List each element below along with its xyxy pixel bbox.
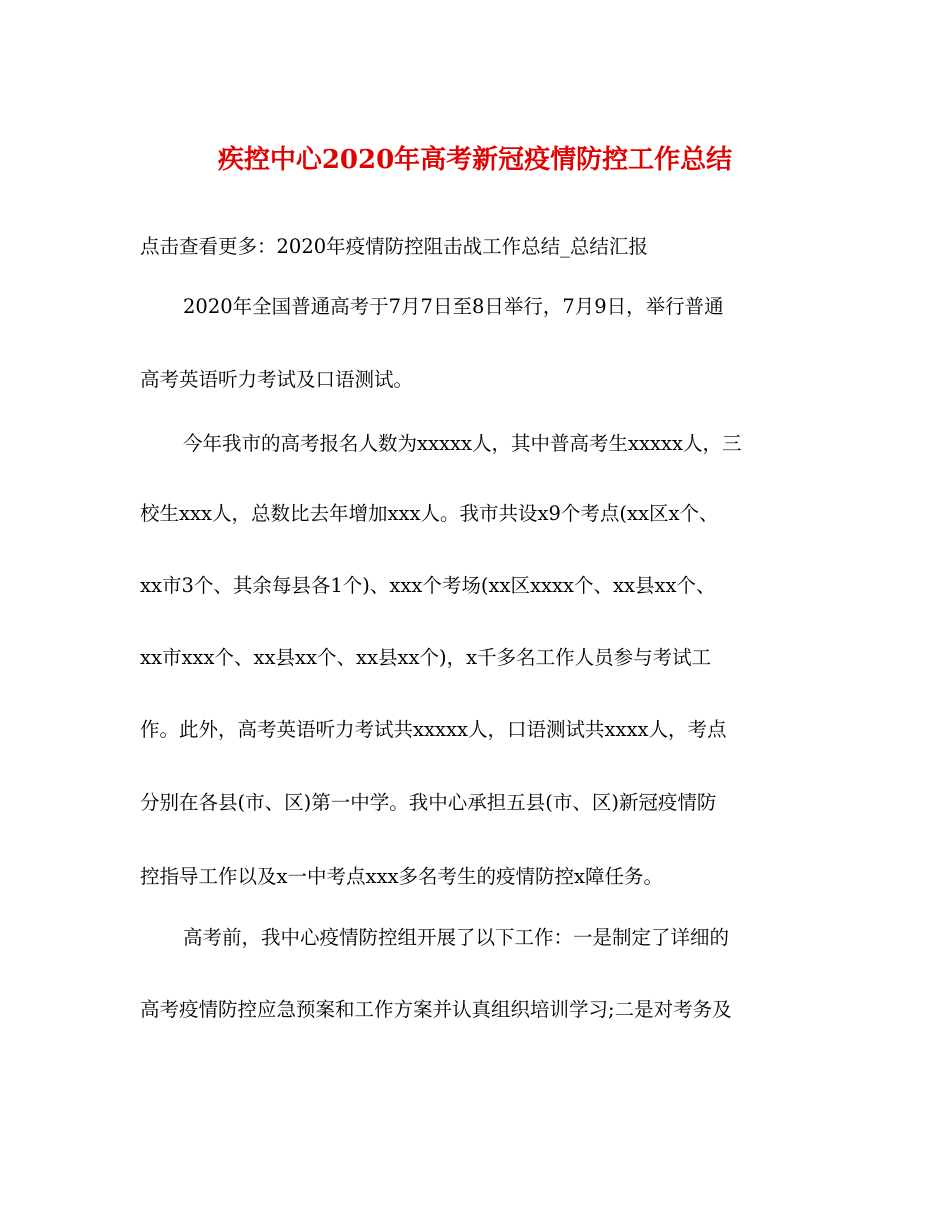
body-line-3: 高考英语听力考试及口语测试。 — [140, 368, 414, 391]
body-line-1: 点击查看更多：2020年疫情防控阻击战工作总结_总结汇报 — [140, 235, 648, 258]
body-line-2: 2020年全国普通高考于7月7日至8日举行，7月9日，举行普通 — [183, 295, 724, 318]
body-line-10: 控指导工作以及x一中考点xxx多名考生的疫情防控x障任务。 — [140, 865, 663, 888]
body-line-11: 高考前，我中心疫情防控组开展了以下工作：一是制定了详细的 — [183, 926, 730, 949]
body-line-7: xx市xxx个、xx县xx个、xx县xx个)，x千多名工作人员参与考试工 — [140, 646, 712, 669]
body-line-8: 作。此外，高考英语听力考试共xxxxx人，口语测试共xxxx人，考点 — [140, 718, 727, 741]
document-title: 疾控中心2020年高考新冠疫情防控工作总结 — [217, 145, 733, 175]
body-line-12: 高考疫情防控应急预案和工作方案并认真组织培训学习;二是对考务及 — [140, 998, 732, 1021]
body-line-6: xx市3个、其余每县各1个)、xxx个考场(xx区xxxx个、xx县xx个、 — [140, 574, 716, 597]
body-line-4: 今年我市的高考报名人数为xxxxx人，其中普高考生xxxxx人，三 — [183, 432, 742, 455]
body-line-9: 分别在各县(市、区)第一中学。我中心承担五县(市、区)新冠疫情防 — [140, 791, 717, 814]
body-line-5: 校生xxx人，总数比去年增加xxx人。我市共设x9个考点(xx区x个、 — [140, 502, 719, 525]
